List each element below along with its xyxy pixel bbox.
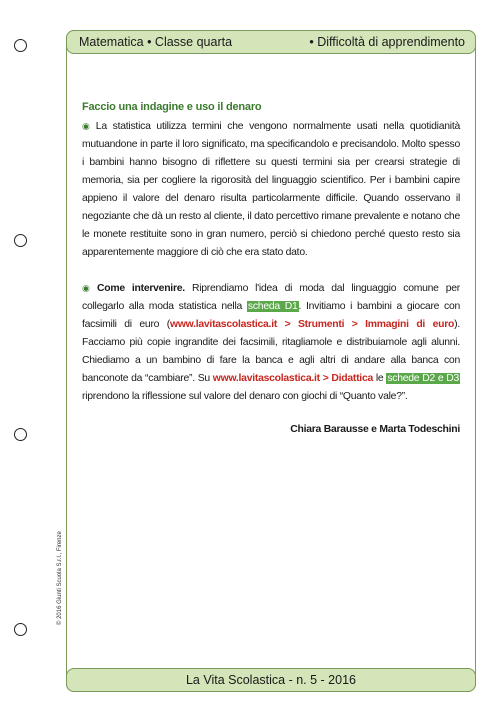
footer-bar (66, 668, 476, 692)
paragraph-2-lead: Come intervenire. (97, 283, 185, 294)
article-title: Faccio una indagine e uso il denaro (82, 101, 262, 113)
binder-hole-middle-lower (14, 428, 27, 441)
worksheets-d2-d3-highlight: schede D2 e D3 (387, 373, 460, 384)
copyright-note: © 2016 Giunti Scuola S.r.l., Firenze (57, 531, 63, 625)
paragraph-2-text: . Invitiamo i bambini a giocare con facsimili di euro ( (82, 301, 461, 330)
bullet-icon: ◉ (82, 283, 94, 293)
binder-hole-middle-upper (14, 234, 27, 247)
author-signature: Chiara Barausse e Marta Todeschini (290, 424, 460, 435)
header-subject: Matematica • Classe quarta (79, 35, 233, 49)
bullet-icon: ◉ (82, 121, 93, 131)
binder-hole-top (14, 39, 27, 52)
paragraph-2-text: ). Facciamo più copie ingrandite dei facsimili, ritagliamole e distribuiamole agli alunni. Chiediamo a un bambino di fare la banca e agli altri di andare alla banca con banconote da “cambiare”. Su (82, 319, 461, 384)
didattica-link[interactable]: www.lavitascolastica.it > Didattica (212, 373, 374, 384)
euro-images-link[interactable]: www.lavitascolastica.it > Strumenti > Immagini di euro (169, 319, 455, 330)
article (82, 98, 460, 439)
binder-hole-bottom (14, 623, 27, 636)
footer-publication: La Vita Scolastica - n. 5 - 2016 (185, 673, 356, 687)
worksheet-d1-highlight: scheda D1 (247, 301, 298, 312)
header-topic: • Difficoltà di apprendimento (309, 35, 465, 49)
paragraph-2-text: riprendono la riflessione sul valore del denaro con giochi di “Quanto vale?”. (82, 391, 408, 402)
header-bar (66, 30, 476, 54)
paragraph-2-text: le (373, 373, 387, 384)
paragraph-1 (82, 117, 460, 262)
paragraph-2 (82, 279, 460, 406)
paragraph-1-text: La statistica utilizza termini che vengono normalmente usati nella quotidianità mutuandone in parte il loro significato, ma specificandolo e precisandolo. Molto spesso i bambini hanno bisogno di riflettere su questi termini sia per crearsi strategie di memoria, sia per cogliere la rigorosità del linguaggio scientifico. Per i bambini capire appieno il valore del denaro risulta particolarmente difficile. Quando osservano il negoziante che dà un resto al cliente, il dato percettivo rimane prevalente e notano che le monete restituite sono in gran numero, perciò si chiedono perché questo resto sia apparentemente maggiore di ciò che era stato dato. (82, 121, 460, 258)
paragraph-2-text: Riprendiamo l'idea di moda dal linguaggio comune per collegarlo alla moda statistica nella (82, 283, 461, 312)
